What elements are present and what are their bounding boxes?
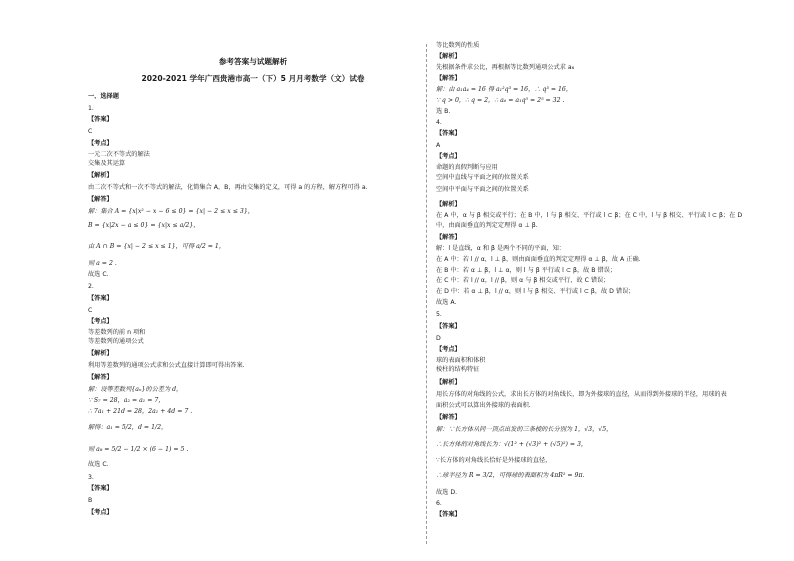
q5-point-1: 球的表面积和体积 bbox=[436, 357, 486, 364]
q1-analysis: 由二次不等式和一次不等式的解法，化简集合 A，B，再由交集的定义，可得 a 的方程，解方程可得 a. bbox=[88, 184, 368, 191]
q1-solution-line-1: 解：集合 A = {x|x² − x − 6 ≤ 0} = {x| − 2 ≤ x ≤ 3}， bbox=[88, 208, 254, 215]
q3-point: 等比数列的性质 bbox=[436, 42, 480, 49]
q1-answer-tag: 【答案】 bbox=[88, 116, 113, 123]
q3-answer-tag: 【答案】 bbox=[88, 485, 113, 492]
q2-answer: C bbox=[88, 307, 93, 314]
q4-solution-tag: 【解答】 bbox=[436, 234, 461, 241]
q1-solution-line-2: B = {x|2x − a ≤ 0} = {x|x ≤ a/2}， bbox=[88, 222, 200, 229]
q2-point-2: 等差数列的通项公式 bbox=[88, 338, 144, 345]
q4-answer: A bbox=[436, 142, 441, 149]
q1-analysis-tag: 【解析】 bbox=[88, 172, 113, 179]
q4-number: 4. bbox=[436, 119, 442, 126]
q3-analysis-tag: 【解析】 bbox=[436, 53, 461, 60]
q1-number: 1. bbox=[88, 105, 94, 112]
q4-answer-tag: 【答案】 bbox=[436, 130, 461, 137]
section-heading: 一、选择题 bbox=[88, 93, 119, 100]
q1-solution-line-3: 由 A ∩ B = {x| − 2 ≤ x ≤ 1}，可得 a/2 = 1， bbox=[88, 243, 226, 250]
q3-answer: B bbox=[88, 497, 93, 504]
q1-solution-line-5: 故选 C. bbox=[88, 271, 109, 278]
q4-analysis-line-2: 中，由面面垂直的判定定理得 α ⊥ β. bbox=[436, 222, 538, 229]
q5-solution-line-1: 解：∵长方体从同一顶点出发的三条棱的长分别为 1，√3，√5， bbox=[436, 426, 613, 433]
q3-solution-line-2: ∵ q > 0，∴ q = 2，∴ a₆ = a₁q⁵ = 2⁵ = 32 . bbox=[436, 97, 565, 104]
q5-solution-line-5: 故选 D. bbox=[436, 489, 458, 496]
q2-solution-line-3: ∴ 7a₁ + 21d = 28，2a₁ + 4d = 7 . bbox=[88, 408, 193, 415]
q4-solution-line-4: 在 C 中：若 l // α，l // β，则 α 与 β 相交或平行，故 C 错误； bbox=[436, 277, 610, 284]
q3-solution-tag: 【解答】 bbox=[436, 75, 461, 82]
q4-point-1: 命题的真假判断与应用 bbox=[436, 164, 498, 171]
q3-solution-line-1: 解：由 a₁a₄ = 16 得 a₁²q³ = 16，∴ q³ = 16， bbox=[436, 86, 573, 93]
q2-analysis: 利用等差数列的通项公式求和公式直接计算即可得出答案. bbox=[88, 362, 245, 369]
q5-analysis-tag: 【解析】 bbox=[436, 379, 461, 386]
q4-analysis-tag: 【解析】 bbox=[436, 201, 461, 208]
q2-solution-line-6: 故选 C. bbox=[88, 461, 109, 468]
q2-solution-line-5: 则 a₈ = 5/2 − 1/2 × (6 − 1) = 5 . bbox=[88, 446, 189, 453]
q5-solution-line-2: ∴长方体的对角线长为：√(1² + (√3)² + (√5)²) = 3， bbox=[436, 441, 588, 448]
q2-point-tag: 【考点】 bbox=[88, 318, 113, 325]
q1-answer: C bbox=[88, 128, 93, 135]
q3-point-tag: 【考点】 bbox=[88, 509, 113, 516]
q1-solution-tag: 【解答】 bbox=[88, 196, 113, 203]
exam-subtitle: 2020-2021 学年广西贵港市高一（下）5 月月考数学（文）试卷 bbox=[141, 74, 365, 83]
q1-point-tag: 【考点】 bbox=[88, 140, 113, 147]
q5-analysis-line-2: 面积公式可以算出外接球的表面积. bbox=[436, 402, 531, 409]
q4-point-tag: 【考点】 bbox=[436, 153, 461, 160]
q3-analysis: 先根据条件求公比，再根据等比数列通项公式求 a₆ bbox=[436, 64, 575, 71]
q2-solution-line-4: 解得：a₁ = 5/2，d = 1/2， bbox=[88, 424, 168, 431]
q1-point-2: 交集及其运算 bbox=[88, 160, 126, 167]
q2-number: 2. bbox=[88, 283, 94, 290]
page-title: 参考答案与试题解析 bbox=[218, 57, 288, 66]
q5-number: 5. bbox=[436, 311, 442, 318]
q5-point-2: 棱柱的结构特征 bbox=[436, 366, 480, 373]
q4-solution-line-3: 在 B 中：若 α ⊥ β，l ⊥ α，则 l 与 β 平行或 l ⊂ β，故 B 错误； bbox=[436, 267, 617, 274]
q2-solution-tag: 【解答】 bbox=[88, 374, 113, 381]
q4-solution-line-5: 在 D 中：若 α ⊥ β，l // α，则 l 与 β 相交、平行或 l ⊂ β，故 D 错误； bbox=[436, 288, 635, 295]
q4-solution-line-6: 故选 A. bbox=[436, 299, 457, 306]
q2-point-1: 等差数列的前 n 项和 bbox=[88, 329, 146, 336]
q5-solution-line-4: ∴球半径为 R = 3/2，可得球的表面积为 4πR² = 9π. bbox=[436, 472, 585, 479]
q3-solution-line-3: 选 B. bbox=[436, 108, 451, 115]
column-divider bbox=[426, 44, 427, 544]
q5-solution-line-3: ∵长方体的对角线长恰好是外接球的直径， bbox=[436, 457, 552, 464]
q4-point-2: 空间中直线与平面之间的位置关系 bbox=[436, 174, 529, 181]
q5-answer: D bbox=[436, 335, 441, 342]
q2-solution-line-2: ∵ S₇ = 28，a₂ = a₁ = 7， bbox=[88, 397, 165, 404]
q1-solution-line-4: 则 a = 2 . bbox=[88, 260, 117, 267]
q5-analysis-line-1: 用长方体的对角线的公式，求出长方体的对角线长，即为外接球的直径，从而得到外接球的半径，用球的表 bbox=[436, 391, 727, 398]
q3-number: 3. bbox=[88, 474, 94, 481]
q6-number: 6. bbox=[436, 500, 442, 507]
q2-solution-line-1: 解：设等差数列{aₙ}的公差为 d， bbox=[88, 386, 183, 393]
q6-answer-tag: 【答案】 bbox=[436, 511, 461, 518]
q5-solution-tag: 【解答】 bbox=[436, 414, 461, 421]
q5-answer-tag: 【答案】 bbox=[436, 323, 461, 330]
q2-analysis-tag: 【解析】 bbox=[88, 350, 113, 357]
q5-point-tag: 【考点】 bbox=[436, 346, 461, 353]
q4-analysis-line-1: 在 A 中，α 与 β 相交或平行；在 B 中，l 与 β 相交、平行或 l ⊂ β；在 C 中，l 与 β 相交、平行或 l ⊂ β；在 D bbox=[436, 212, 743, 219]
q4-point-3: 空间中平面与平面之间的位置关系 bbox=[436, 186, 529, 193]
q4-solution-line-1: 解：l 是直线，α 和 β 是两个不同的平面，知： bbox=[436, 245, 565, 252]
q4-solution-line-2: 在 A 中：若 l // α，l ⊥ β，则由面面垂直的判定定理得 α ⊥ β，故 A 正确. bbox=[436, 256, 641, 263]
q1-point-1: 一元二次不等式的解法 bbox=[88, 151, 150, 158]
q2-answer-tag: 【答案】 bbox=[88, 295, 113, 302]
